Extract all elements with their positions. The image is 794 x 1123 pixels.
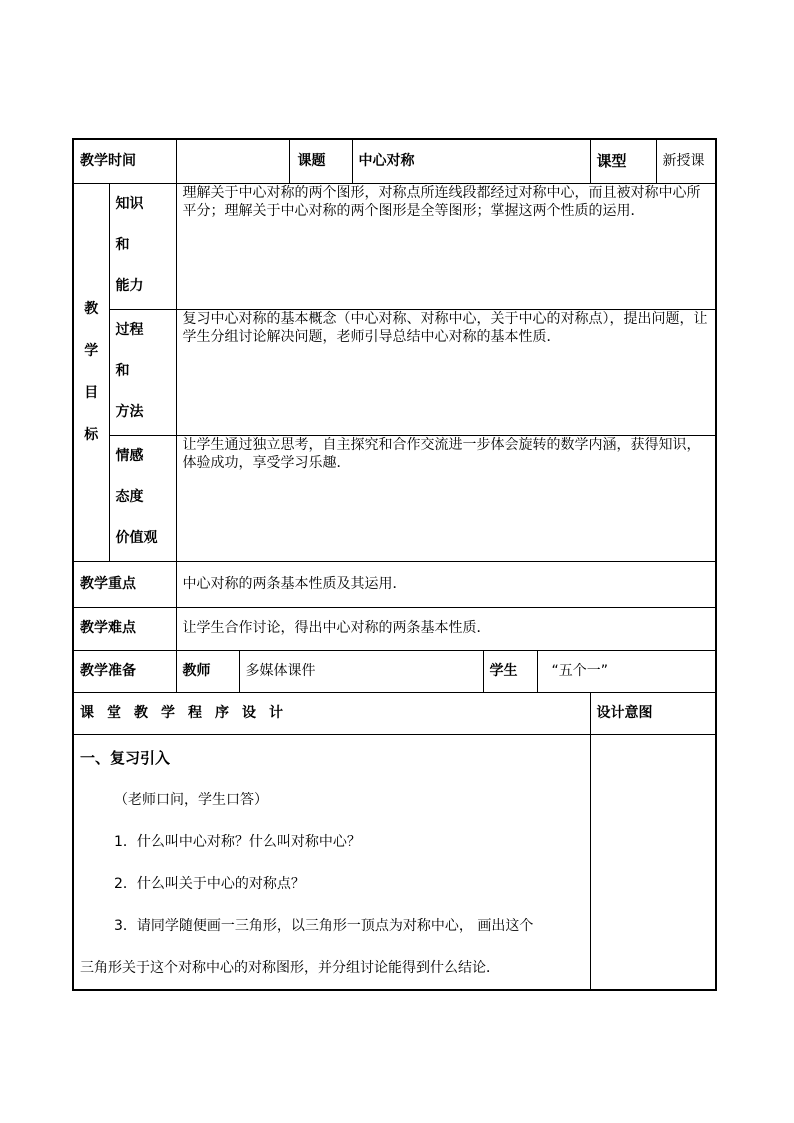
process-label-line: 方法 — [115, 403, 144, 420]
topic-label: 课题 — [289, 139, 352, 183]
student-value: “五个一” — [537, 650, 716, 692]
procedure-line: 三角形关于这个对称中心的对称图形，并分组讨论能得到什么结论． — [80, 959, 500, 976]
difficulty-label: 教学难点 — [73, 607, 176, 650]
header-row — [73, 139, 716, 183]
difficulty-text: 让学生合作讨论，得出中心对称的两条基本性质． — [176, 607, 716, 650]
objective-emotion-row — [73, 435, 716, 561]
knowledge-label-line: 和 — [115, 236, 130, 253]
knowledge-text: 理解关于中心对称的两个图形，对称点所连线段都经过对称中心，而且被对称中心所平分；理解关于中心对称的两个图形是全等图形；掌握这两个性质的运用． — [176, 183, 716, 309]
procedure-line: 2．什么叫关于中心的对称点？ — [114, 875, 305, 892]
emotion-text: 让学生通过独立思考，自主探究和合作交流进一步体会旋转的数学内涵，获得知识，体验成功，享受学习乐趣． — [176, 435, 716, 561]
preparation-row — [73, 650, 716, 692]
type-value: 新授课 — [656, 139, 716, 183]
procedure-line: 1．什么叫中心对称？什么叫对称中心？ — [114, 833, 361, 850]
design-intent-content — [590, 734, 716, 990]
procedure-line: 3．请同学随便画一三角形，以三角形一顶点为对称中心， 画出这个 — [114, 917, 534, 934]
procedure-body-row — [73, 734, 716, 990]
process-label-line: 和 — [115, 362, 130, 379]
procedure-header: 课堂教学程序设计 — [73, 692, 590, 734]
procedure-header-row — [73, 692, 716, 734]
key-point-text: 中心对称的两条基本性质及其运用． — [176, 561, 716, 607]
emotion-label-line: 态度 — [115, 488, 144, 505]
procedure-line: （老师口问，学生口答） — [114, 791, 268, 808]
time-label: 教学时间 — [73, 139, 176, 183]
student-label: 学生 — [483, 650, 537, 692]
emotion-label — [109, 435, 176, 561]
difficulty-row — [73, 607, 716, 650]
objectives-label-char: 教 — [84, 301, 99, 317]
time-value — [176, 139, 289, 183]
knowledge-label-line: 能力 — [115, 277, 144, 294]
process-label — [109, 309, 176, 435]
key-point-row — [73, 561, 716, 607]
type-label: 课型 — [590, 139, 656, 183]
lesson-plan-table — [72, 138, 717, 991]
teacher-value: 多媒体课件 — [239, 650, 483, 692]
process-label-line: 过程 — [115, 321, 144, 338]
topic-value: 中心对称 — [352, 139, 590, 183]
key-point-label: 教学重点 — [73, 561, 176, 607]
section-title: 一、复习引入 — [80, 748, 171, 767]
emotion-label-line: 情感 — [115, 447, 144, 464]
objective-process-row — [73, 309, 716, 435]
design-intent-label: 设计意图 — [590, 692, 716, 734]
objectives-label-char: 标 — [84, 427, 99, 443]
preparation-label: 教学准备 — [73, 650, 176, 692]
process-text: 复习中心对称的基本概念（中心对称、对称中心，关于中心的对称点），提出问题，让学生分组讨论解决问题，老师引导总结中心对称的基本性质． — [176, 309, 716, 435]
knowledge-label — [109, 183, 176, 309]
teacher-label: 教师 — [176, 650, 239, 692]
objectives-label-char: 目 — [84, 385, 99, 401]
objectives-label — [73, 183, 109, 561]
emotion-label-line: 价值观 — [115, 529, 158, 546]
procedure-content — [73, 734, 590, 990]
objectives-label-char: 学 — [84, 343, 99, 359]
knowledge-label-line: 知识 — [115, 195, 144, 212]
objective-knowledge-row — [73, 183, 716, 309]
